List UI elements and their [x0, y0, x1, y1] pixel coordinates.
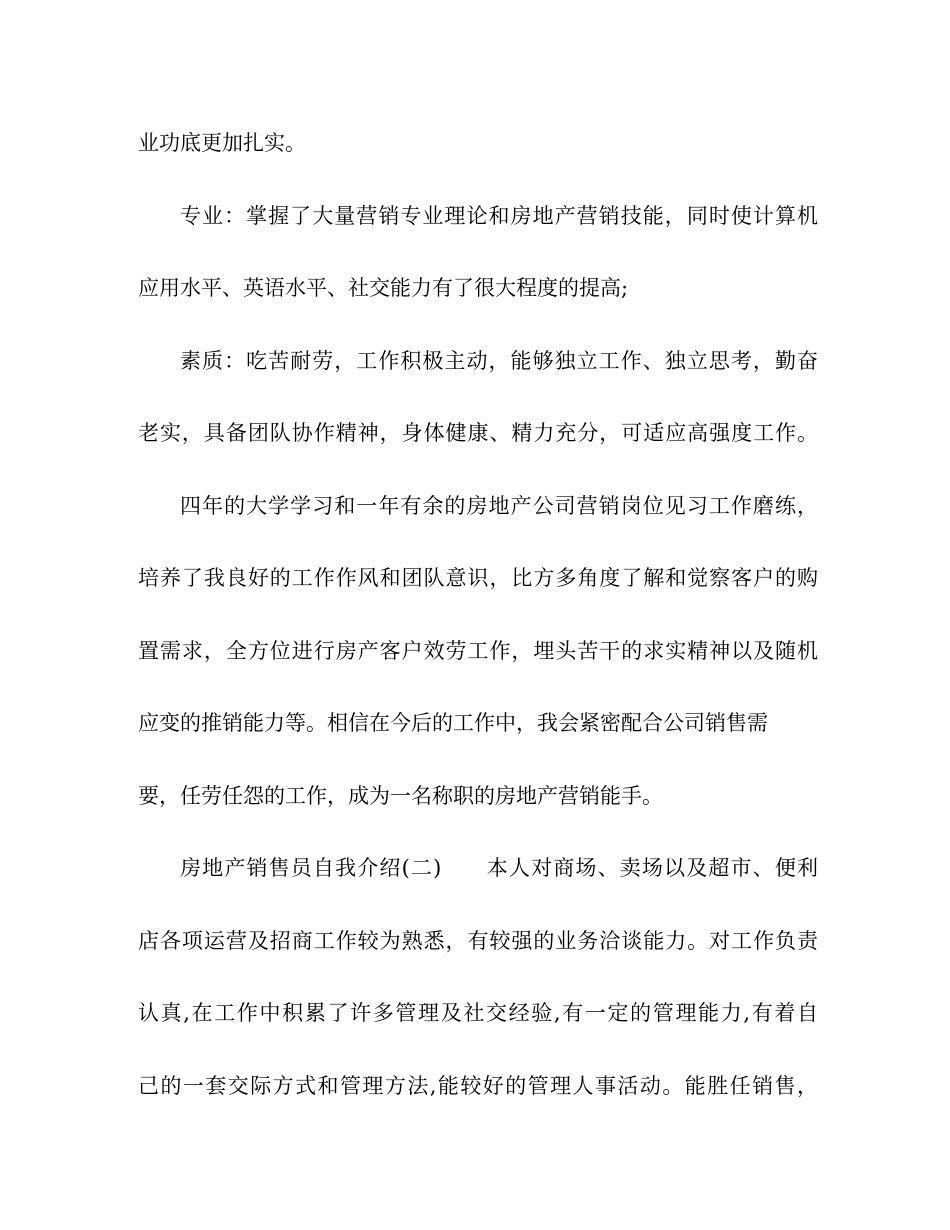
paragraph-line: 己的一套交际方式和管理方法,能较好的管理人事活动。能胜任销售，: [138, 1074, 818, 1098]
paragraph-line: 要，任劳任怨的工作，成为一名称职的房地产营销能手。: [138, 784, 663, 808]
paragraph-line: 培养了我良好的工作作风和团队意识，比方多角度了解和觉察客户的购: [138, 566, 818, 590]
paragraph-line: 专业：掌握了大量营销专业理论和房地产营销技能，同时使计算机: [180, 204, 818, 228]
paragraph-line: 应变的推销能力等。相信在今后的工作中，我会紧密配合公司销售需: [138, 711, 768, 735]
paragraph-line: 认真,在工作中积累了许多管理及社交经验,有一定的管理能力,有着自: [138, 1001, 818, 1025]
paragraph-line: 四年的大学学习和一年有余的房地产公司营销岗位见习工作磨练，: [180, 494, 818, 518]
paragraph-line: 素质：吃苦耐劳，工作积极主动，能够独立工作、独立思考，勤奋: [180, 349, 818, 373]
paragraph-line: 置需求，全方位进行房产客户效劳工作，埋头苦干的求实精神以及随机: [138, 639, 818, 663]
paragraph-line: 房地产销售员自我介绍(二) 本人对商场、卖场以及超市、便利: [180, 856, 818, 880]
paragraph-line: 应用水平、英语水平、社交能力有了很大程度的提高;: [138, 276, 629, 300]
paragraph-line: 业功底更加扎实。: [138, 131, 306, 155]
paragraph-line: 店各项运营及招商工作较为熟悉，有较强的业务洽谈能力。对工作负责: [138, 929, 818, 953]
paragraph-line: 老实，具备团队协作精神，身体健康、精力充分，可适应高强度工作。: [138, 421, 818, 445]
